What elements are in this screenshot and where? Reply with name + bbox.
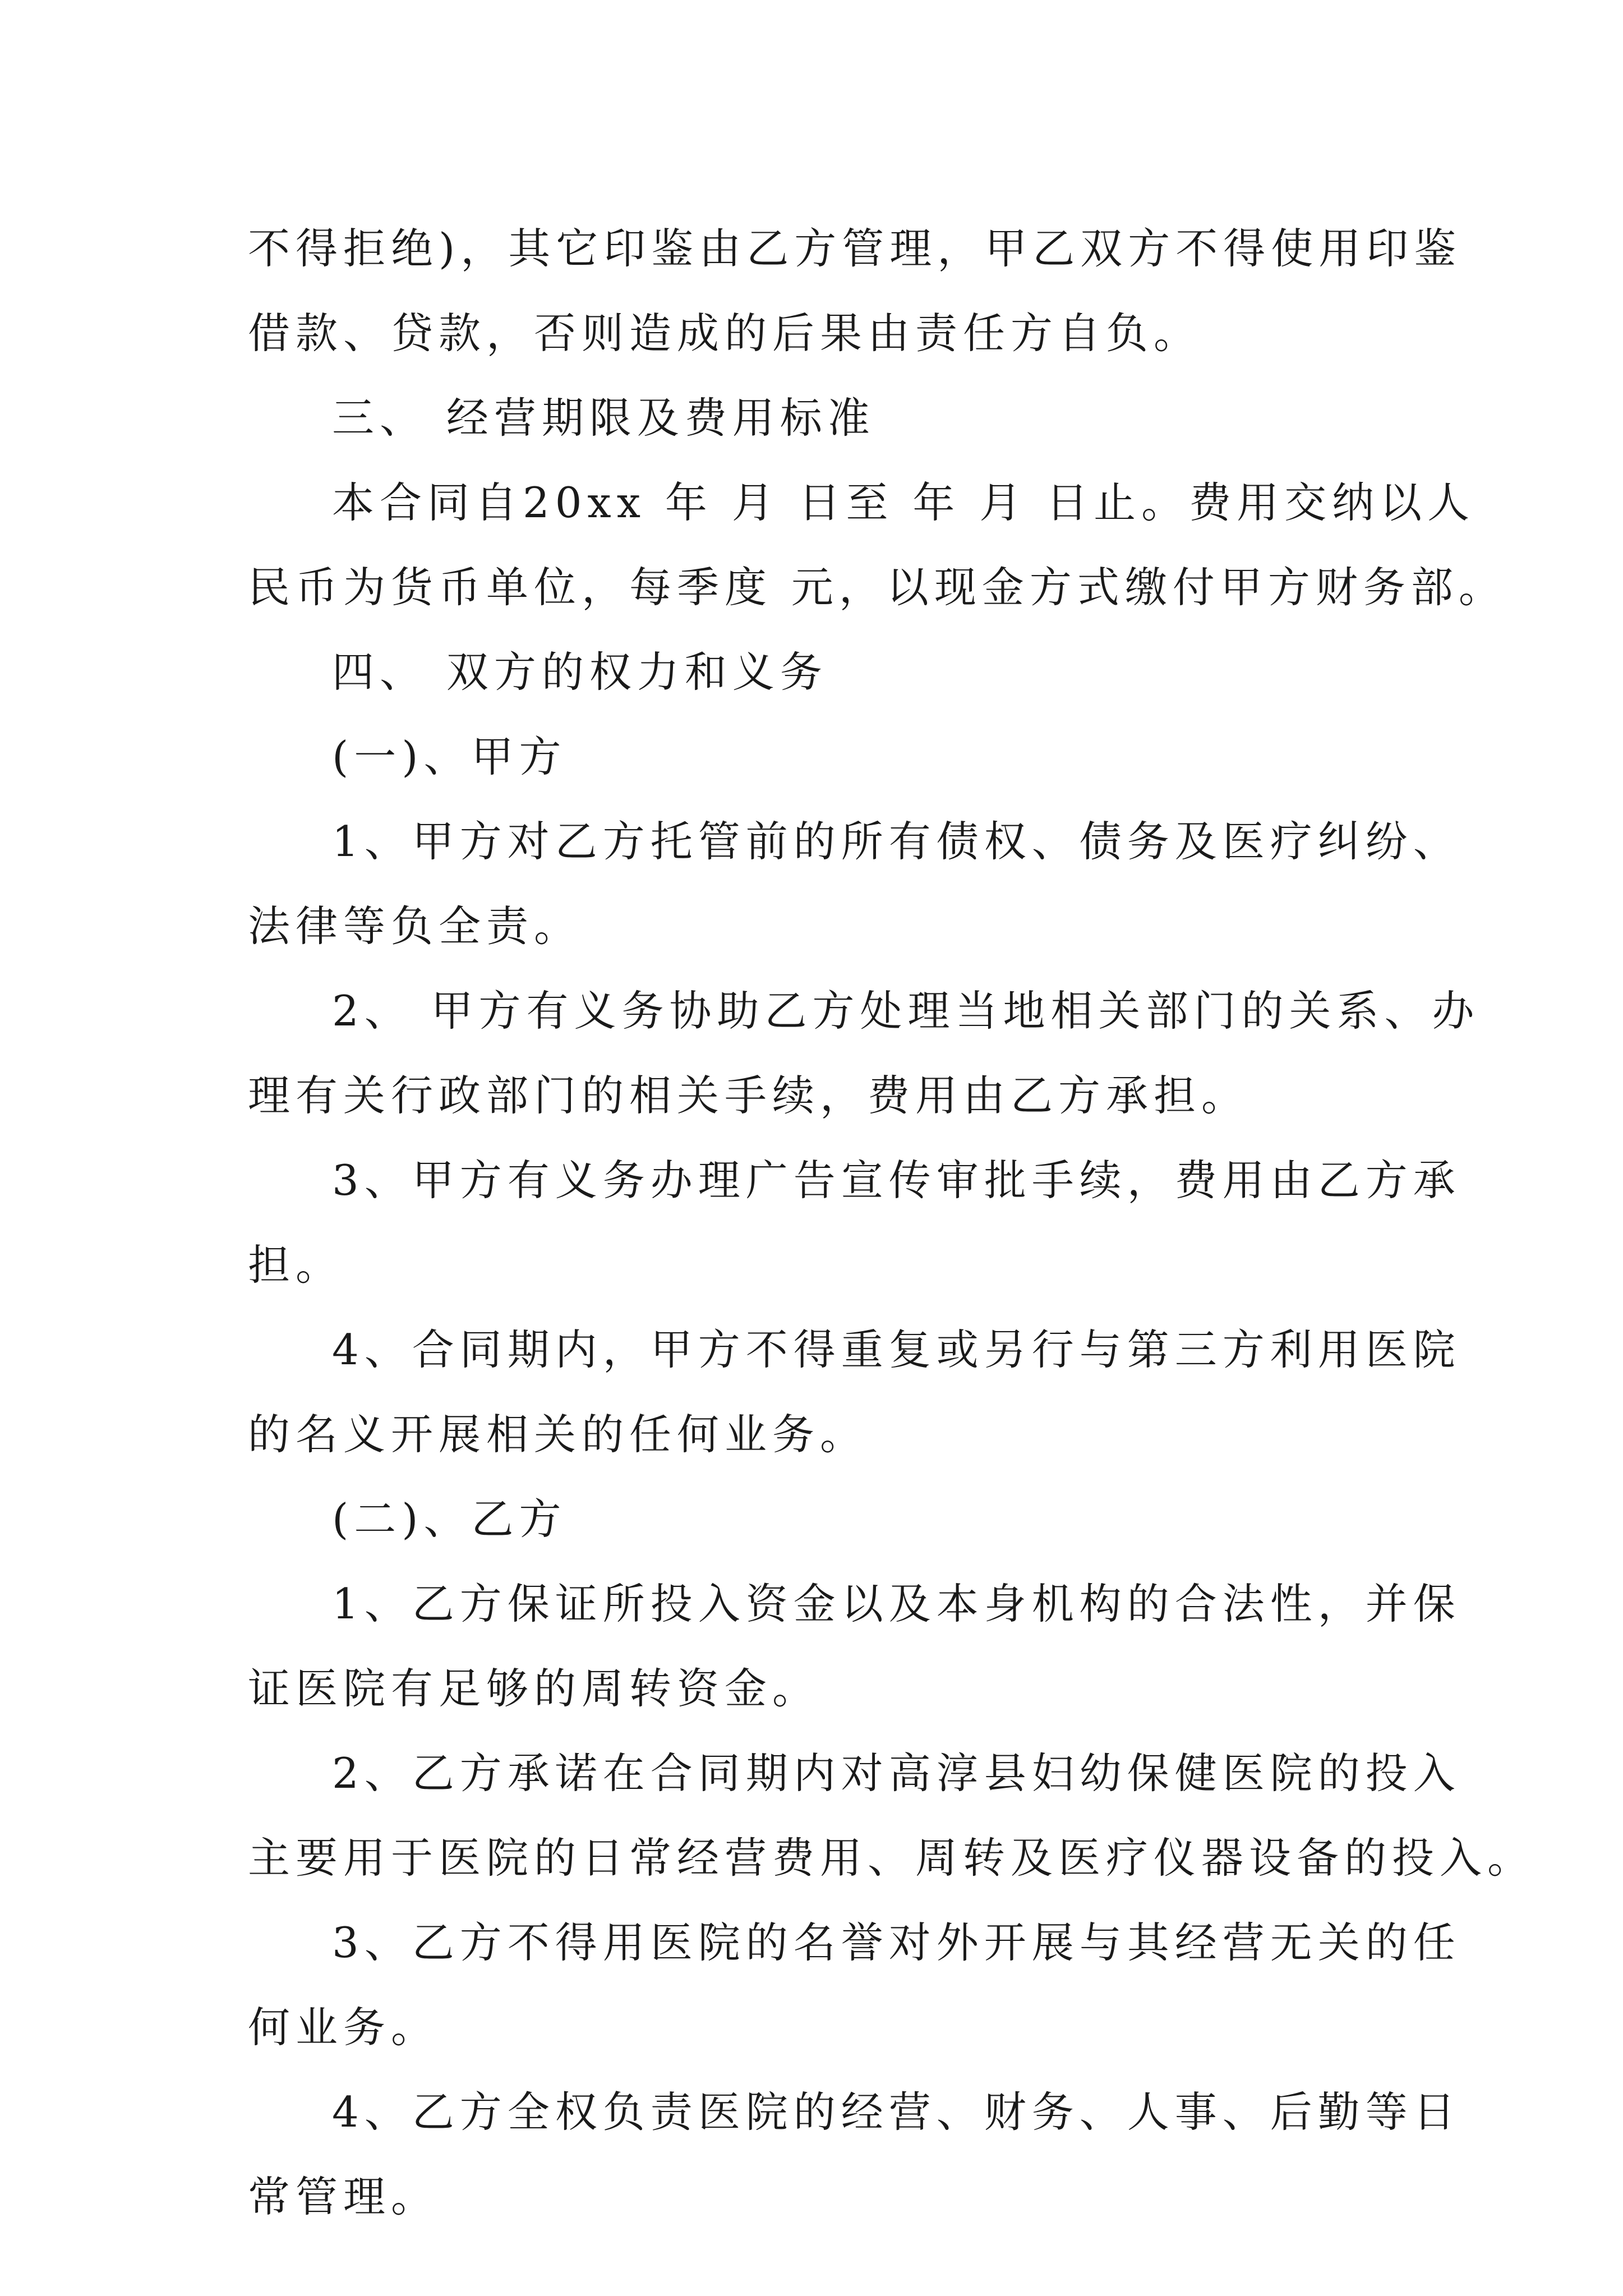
text-line: 3、甲方有义务办理广告宣传审批手续，费用由乙方承 xyxy=(332,1156,1461,1205)
text-line: 不得拒绝)，其它印鉴由乙方管理，甲乙双方不得使用印鉴 xyxy=(248,224,1462,273)
text-line: 证医院有足够的周转资金。 xyxy=(248,1664,820,1713)
text-line: 4、乙方全权负责医院的经营、财务、人事、后勤等日 xyxy=(332,2087,1461,2137)
text-line: 担。 xyxy=(248,1240,344,1290)
text-line: 1、甲方对乙方托管前的所有债权、债务及医疗纠纷、 xyxy=(332,817,1461,866)
text-line: 4、合同期内，甲方不得重复或另行与第三方利用医院 xyxy=(332,1325,1461,1374)
text-line: 的名义开展相关的任何业务。 xyxy=(248,1410,868,1459)
text-line: 1、乙方保证所投入资金以及本身机构的合法性，并保 xyxy=(332,1579,1461,1628)
section-heading: 三、 经营期限及费用标准 xyxy=(332,393,875,443)
subsection-heading: (二)、乙方 xyxy=(332,1494,567,1544)
text-line: 3、乙方不得用医院的名誉对外开展与其经营无关的任 xyxy=(332,1918,1461,1967)
text-line: 2、乙方承诺在合同期内对高淳县妇幼保健医院的投入 xyxy=(332,1749,1461,1798)
text-line: 何业务。 xyxy=(248,2003,439,2052)
text-line: 常管理。 xyxy=(248,2172,439,2221)
text-line: 民币为货币单位，每季度 元，以现金方式缴付甲方财务部。 xyxy=(248,563,1506,612)
text-line: 本合同自20xx 年 月 日至 年 月 日止。费用交纳以人 xyxy=(332,478,1476,527)
text-line: 2、 甲方有义务协助乙方处理当地相关部门的关系、办 xyxy=(332,986,1480,1036)
document-body xyxy=(248,206,1536,2239)
text-line: 法律等负全责。 xyxy=(248,901,582,951)
text-line: 理有关行政部门的相关手续，费用由乙方承担。 xyxy=(248,1071,1249,1120)
subsection-heading: (一)、甲方 xyxy=(332,732,567,781)
section-heading: 四、 双方的权力和义务 xyxy=(332,647,828,697)
text-line: 主要用于医院的日常经营费用、周转及医疗仪器设备的投入。 xyxy=(248,1833,1536,1883)
text-line: 借款、贷款，否则造成的后果由责任方自负。 xyxy=(248,309,1202,358)
